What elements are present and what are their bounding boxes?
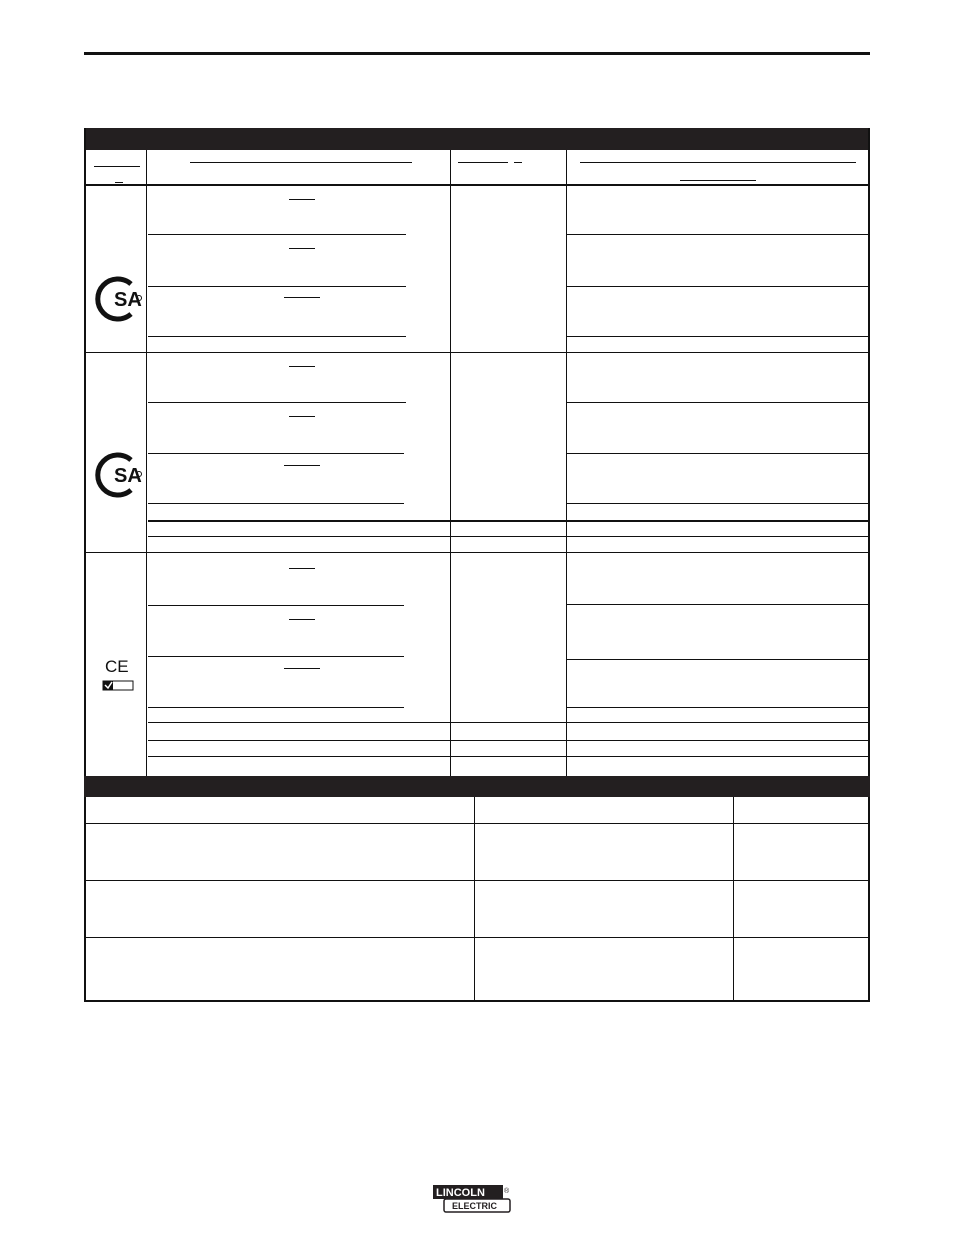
lincoln-electric-logo-icon xyxy=(432,1184,512,1214)
table-header-bar xyxy=(84,128,870,150)
sec1-row-rule-c xyxy=(148,336,406,337)
logo-registered-mark: ® xyxy=(504,1188,510,1195)
sec2-short-underline-b xyxy=(289,416,315,417)
col1-header-underline-short xyxy=(115,182,123,183)
col4-header-underline-2 xyxy=(680,180,756,181)
lower-col-divider-2 xyxy=(733,797,734,1001)
col2-header-underline xyxy=(190,162,412,163)
table-border-left xyxy=(84,128,86,1002)
sec3-row-rule-f xyxy=(148,756,868,757)
csa-mark-text-2: SA xyxy=(114,465,142,487)
sec3-row-rule-e xyxy=(148,740,868,741)
sec3-row-rule-a xyxy=(148,605,404,606)
col3-header-underline xyxy=(458,162,508,163)
sec1-bottom-rule xyxy=(84,352,870,353)
sec3-row-rule-a-right xyxy=(566,604,868,605)
sec3-short-underline-a xyxy=(289,568,315,569)
sec2-short-underline-c xyxy=(284,465,320,466)
col1-header-underline xyxy=(94,166,140,167)
sec3-row-rule-b-right xyxy=(566,659,868,660)
sec3-row-rule-d xyxy=(148,722,868,723)
sec2-row-rule-a-right xyxy=(566,402,868,403)
page-top-rule xyxy=(84,52,870,55)
sec3-short-underline-b xyxy=(289,619,315,620)
sec3-short-underline-c xyxy=(284,668,320,669)
lower-row-rule-1 xyxy=(84,823,870,824)
sec1-row-rule-b-right xyxy=(566,286,868,287)
col4-header-underline xyxy=(580,162,856,163)
csa-certification-icon xyxy=(95,276,147,322)
col-divider-3 xyxy=(566,150,567,776)
sec3-row-rule-c-right xyxy=(566,707,868,708)
table-border-bottom xyxy=(84,1000,870,1002)
sec3-row-rule-c xyxy=(148,707,404,708)
ce-certification-icon xyxy=(100,652,140,692)
logo-brand-bottom: ELECTRIC xyxy=(452,1201,497,1211)
sec1-row-rule-a xyxy=(148,234,406,235)
sec2-row-rule-b xyxy=(148,453,404,454)
lower-section-bar xyxy=(84,776,870,797)
sec2-short-underline-a xyxy=(289,366,315,367)
sec1-short-underline-b xyxy=(289,248,315,249)
sec1-row-rule-b xyxy=(148,286,406,287)
sec2-row-rule-d xyxy=(148,520,868,522)
col3-header-underline-short xyxy=(514,162,522,163)
sec2-bottom-rule xyxy=(84,552,870,553)
lower-row-rule-3 xyxy=(84,937,870,938)
sec2-row-rule-a xyxy=(148,402,406,403)
csa-certification-icon-2 xyxy=(95,452,147,498)
lower-col-divider-1 xyxy=(474,797,475,1001)
lincoln-electric-logo xyxy=(432,1184,512,1214)
csa-mark-text: SA xyxy=(114,289,142,311)
sec2-row-rule-b-right xyxy=(566,453,868,454)
sec2-row-rule-e xyxy=(148,536,868,537)
column-header-bottom-rule xyxy=(84,184,870,186)
table-border-right xyxy=(868,128,870,1002)
ce-mark-text: CE xyxy=(105,657,129,676)
sec2-row-rule-c-right xyxy=(566,503,868,504)
sec1-row-rule-a-right xyxy=(566,234,868,235)
sec3-row-rule-b xyxy=(148,656,404,657)
col-divider-2 xyxy=(450,150,451,776)
lower-row-rule-2 xyxy=(84,880,870,881)
sec2-row-rule-c xyxy=(148,503,404,504)
sec1-row-rule-c-right xyxy=(566,336,868,337)
logo-brand-top: LINCOLN xyxy=(436,1187,485,1199)
sec1-short-underline-a xyxy=(289,199,315,200)
sec1-short-underline-c xyxy=(284,297,320,298)
